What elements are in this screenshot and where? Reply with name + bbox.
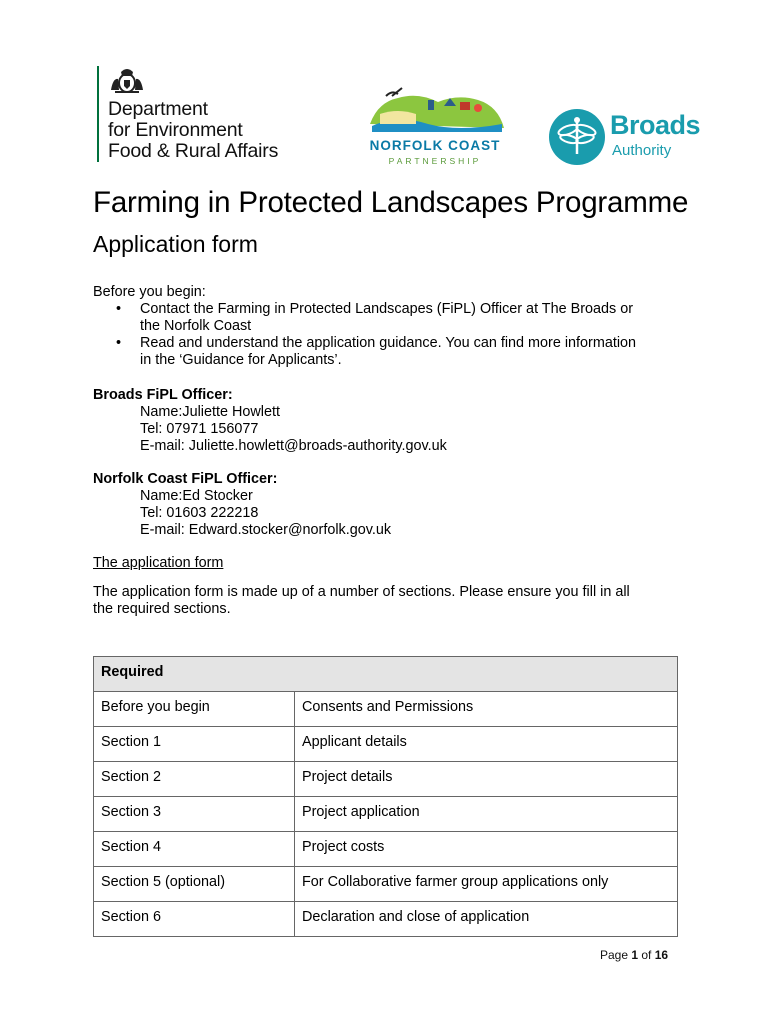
dragonfly-icon [548,108,606,166]
table-cell-section: Section 3 [94,797,295,832]
table-row [94,727,678,762]
norfolk-officer-email: E-mail: Edward.stocker@norfolk.gov.uk [140,522,392,538]
broads-officer-name: Name:Juliette Howlett [140,404,280,420]
broads-authority-logo [548,108,710,166]
table-cell-content: Project details [295,762,678,797]
list-item [93,335,693,369]
broads-officer-email: E-mail: Juliette.howlett@broads-authority.gov.uk [140,438,447,454]
list-item [93,301,693,335]
table-row [94,762,678,797]
broads-officer-tel: Tel: 07971 156077 [140,421,259,437]
list-item-line: in the ‘Guidance for Applicants’. [140,352,342,368]
defra-logo [97,64,312,166]
defra-logo-bar [97,66,99,162]
application-form-heading: The application form [93,555,224,571]
application-form-text-line1: The application form is made up of a number of sections. Please ensure you fill in all [93,584,630,600]
table-cell-section: Section 1 [94,727,295,762]
table-cell-content: Project costs [295,832,678,867]
table-cell-content: For Collaborative farmer group applications only [295,867,678,902]
norfolk-coast-name: NORFOLK COAST [369,138,501,153]
table-row [94,797,678,832]
table-cell-content: Consents and Permissions [295,692,678,727]
intro-text: Before you begin: [93,284,206,300]
defra-name-line1: Department [108,98,208,120]
norfolk-coast-logo [358,84,512,170]
table-cell-section: Section 6 [94,902,295,937]
broads-name: Broads [610,110,701,140]
defra-name-line2: for Environment [108,119,243,141]
table-cell-section: Section 2 [94,762,295,797]
page-number-current: 1 [631,948,639,962]
list-item-line: • Read and understand the application guidance. You can find more information [140,335,637,351]
table-cell-section: Before you begin [94,692,295,727]
page-number-total: 16 [654,948,669,962]
application-form-text-line2: the required sections. [93,601,231,617]
norfolk-officer-heading: Norfolk Coast FiPL Officer: [93,471,278,487]
norfolk-officer-name: Name:Ed Stocker [140,488,253,504]
list-item-line: the Norfolk Coast [140,318,252,334]
page-subtitle: Application form [93,231,258,257]
table-cell-content: Declaration and close of application [295,902,678,937]
table-row [94,867,678,902]
table-cell-content: Applicant details [295,727,678,762]
table-row [94,902,678,937]
table-row [94,692,678,727]
table-header-row [94,657,678,692]
page-title: Farming in Protected Landscapes Programme [93,186,689,219]
norfolk-officer-tel: Tel: 01603 222218 [140,505,259,521]
broads-sub: Authority [612,142,672,159]
list-item-line: • Contact the Farming in Protected Landscapes (FiPL) Officer at The Broads or [140,301,633,317]
table-row [94,832,678,867]
table-cell-section: Section 5 (optional) [94,867,295,902]
before-you-begin-list [93,301,693,369]
table-header-cell: Required [94,657,678,692]
defra-name-line3: Food & Rural Affairs [108,140,279,162]
sections-table [93,656,678,937]
broads-officer-heading: Broads FiPL Officer: [93,387,233,403]
table-cell-section: Section 4 [94,832,295,867]
table-cell-content: Project application [295,797,678,832]
norfolk-coast-sub: PARTNERSHIP [388,156,482,166]
defra-name [108,99,278,162]
royal-crest-icon [107,64,147,94]
page-number [600,948,668,962]
page-number-of: of [638,948,655,962]
page-number-prefix: Page [600,948,632,962]
coast-landscape-icon [358,84,512,138]
